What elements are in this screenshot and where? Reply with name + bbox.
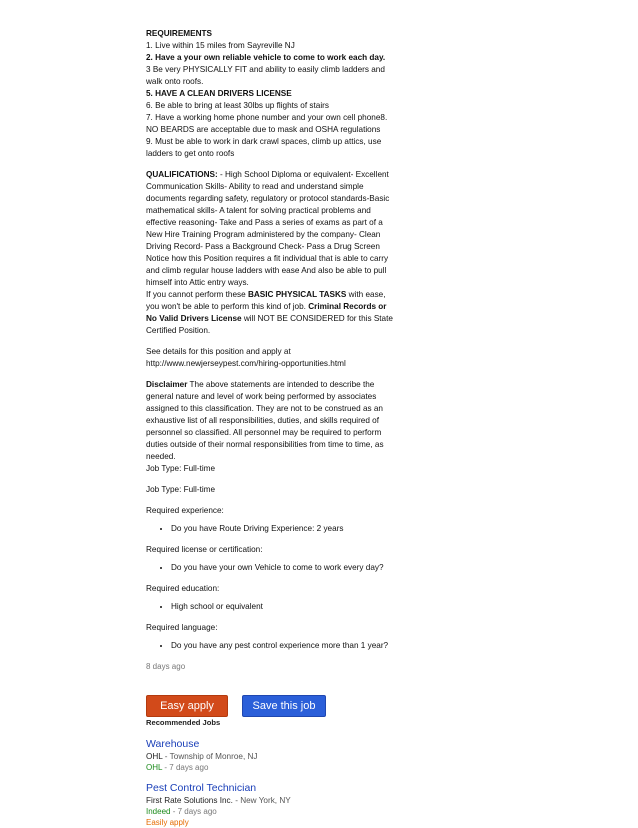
recommended-job <box>146 738 396 773</box>
requirement-item: 5. HAVE A CLEAN DRIVERS LICENSE <box>146 89 292 98</box>
job-location: New York, NY <box>240 796 291 805</box>
requirement-item: 7. Have a working home phone number and your own cell phone8. NO BEARDS are acceptable due to mask and OSHA regulations <box>146 113 388 134</box>
job-source: Indeed <box>146 807 171 816</box>
required-license-list <box>146 562 396 574</box>
qualifications-label: QUALIFICATIONS: <box>146 170 218 179</box>
job-company: OHL <box>146 752 163 761</box>
qualifications-text: - High School Diploma or equivalent- Excellent Communication Skills- Ability to read and understand simple documents regarding safety, regulatory or protocol standards-Basic mathematical skills- A talent for solving practical problems and effective reasoning- Take and Pass a series of exams as part of a New Hire Training Program administered by the company- Clean Driving Record- Pass a Background Check- Pass a Drug Screen Notice how this Position requires a fit individual that is able to carry and climb regular house ladders with ease And also be able to pull himself into Attic entry ways. <box>146 170 390 287</box>
details-section <box>146 346 396 370</box>
job-type-section <box>146 484 396 496</box>
job-location: Township of Monroe, NJ <box>169 752 258 761</box>
action-buttons <box>146 695 396 717</box>
disclaimer-text: The above statements are intended to describe the general nature and level of work being performed by associates assigned to this classification. They are not to be construed as an exhaustive list of all responsibilities, duties, and skills required of personnel so classified. All personnel may be required to perform duties outside of their normal responsibilities from time to time, as needed. <box>146 380 384 461</box>
job-ago: 7 days ago <box>169 763 209 772</box>
easy-apply-button[interactable]: Easy apply <box>146 695 228 717</box>
list-item: • Do you have Route Driving Experience: 2 years <box>171 523 396 535</box>
required-experience-list <box>146 523 396 535</box>
easily-apply-label: Easily apply <box>146 818 189 827</box>
list-item: • Do you have your own Vehicle to come to work every day? <box>171 562 396 574</box>
criminal-records-bold: Criminal Records or No Valid Drivers License <box>146 302 387 323</box>
required-experience-label: Required experience: <box>146 506 224 515</box>
job-separator: - <box>232 796 241 805</box>
job-type: Job Type: Full-time <box>146 485 216 494</box>
job-separator: - <box>170 807 178 816</box>
recommended-job <box>146 782 396 828</box>
recommended-jobs-heading: Recommended Jobs <box>146 718 221 727</box>
job-title-link[interactable]: Warehouse <box>146 738 200 750</box>
job-separator: - <box>162 763 170 772</box>
details-url: http://www.newjerseypest.com/hiring-opportunities.html <box>146 359 346 368</box>
list-item: • Do you have any pest control experience more than 1 year? <box>171 640 396 652</box>
job-separator: - <box>162 752 170 761</box>
requirements-heading: REQUIREMENTS <box>146 29 212 38</box>
save-job-button[interactable]: Save this job <box>242 695 326 717</box>
posted-ago: 8 days ago <box>146 662 186 671</box>
requirement-item: 6. Be able to bring at least 30lbs up flights of stairs <box>146 101 329 110</box>
details-text: See details for this position and apply at <box>146 347 291 356</box>
requirement-item: 9. Must be able to work in dark crawl spaces, climb up attics, use ladders to get onto roofs <box>146 137 382 158</box>
physical-tasks-text-2: with ease, you won't be able to perform this kind of job. <box>146 290 386 311</box>
requirements-section <box>146 28 396 160</box>
disclaimer-section <box>146 379 396 475</box>
requirement-item: 2. Have a your own reliable vehicle to come to work each day. <box>146 53 386 62</box>
job-title-link[interactable]: Pest Control Technician <box>146 782 257 794</box>
job-company: First Rate Solutions Inc. <box>146 796 233 805</box>
required-education-label: Required education: <box>146 584 220 593</box>
requirement-item: 3 Be very PHYSICALLY FIT and ability to easily climb ladders and walk onto roofs. <box>146 65 385 86</box>
job-type: Job Type: Full-time <box>146 464 216 473</box>
required-license-label: Required license or certification: <box>146 545 263 554</box>
list-item: • High school or equivalent <box>171 601 396 613</box>
required-language-list <box>146 640 396 652</box>
requirement-item: 1. Live within 15 miles from Sayreville NJ <box>146 41 295 50</box>
required-language-label: Required language: <box>146 623 218 632</box>
required-education-list <box>146 601 396 613</box>
physical-tasks-text-3: will NOT BE CONSIDERED for this State Certified Position. <box>146 314 393 335</box>
physical-tasks-bold: BASIC PHYSICAL TASKS <box>247 290 347 299</box>
disclaimer-label: Disclaimer <box>146 380 188 389</box>
job-source: OHL <box>146 763 163 772</box>
job-ago: 7 days ago <box>177 807 217 816</box>
qualifications-section <box>146 169 396 337</box>
physical-tasks-text: If you cannot perform these <box>146 290 248 299</box>
job-description <box>146 28 396 828</box>
